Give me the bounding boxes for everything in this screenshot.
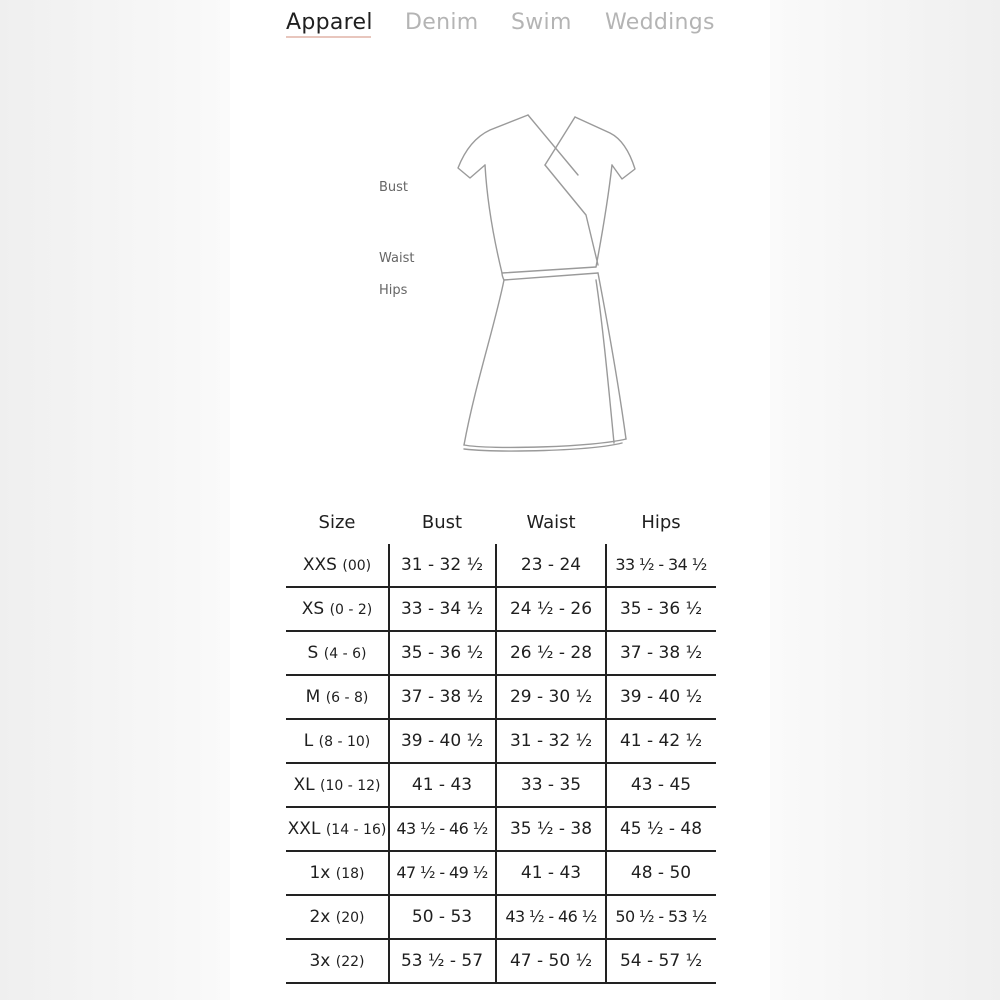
header-bust: Bust [421,512,463,533]
waist-cell: 31 - 32 ½ [509,731,593,751]
bust-cell: 53 ½ - 57 [400,951,484,971]
waist-cell: 26 ½ - 28 [509,643,593,663]
table-header [286,500,716,544]
size-numeric: (10 - 12) [320,778,381,794]
size-numeric: (4 - 6) [323,646,367,662]
size-numeric: (22) [335,954,365,970]
hips-label: Hips [379,283,408,298]
tab-apparel[interactable]: Apparel [286,10,373,35]
waist-cell: 41 - 43 [520,863,582,883]
bust-cell: 47 ½ - 49 ½ [396,863,488,882]
bust-cell: 50 - 53 [411,907,473,927]
waist-cell: 47 - 50 ½ [509,951,593,971]
size-label: 3x [309,951,331,971]
size-numeric: (00) [342,558,372,574]
table-row [286,940,716,984]
size-label: L [303,731,314,751]
size-cell [286,852,388,894]
waist-label: Waist [379,251,415,266]
hips-cell: 39 - 40 ½ [619,687,703,707]
size-cell [286,940,388,982]
bust-cell: 43 ½ - 46 ½ [396,819,488,838]
hips-cell: 54 - 57 ½ [619,951,703,971]
table-row [286,764,716,808]
column-divider [495,544,497,984]
table-row [286,676,716,720]
waist-cell: 35 ½ - 38 [509,819,593,839]
table-row [286,896,716,940]
tab-denim[interactable]: Denim [405,10,479,35]
table-body [286,544,716,984]
table-row [286,808,716,852]
waist-cell: 43 ½ - 46 ½ [505,907,597,926]
size-label: 2x [309,907,331,927]
table-row [286,852,716,896]
column-divider [388,544,390,984]
size-numeric: (18) [335,866,365,882]
hips-cell: 45 ½ - 48 [619,819,703,839]
table-row [286,544,716,588]
hips-cell: 35 - 36 ½ [619,599,703,619]
size-cell [286,676,388,718]
size-label: 1x [309,863,331,883]
table-row [286,588,716,632]
header-waist: Waist [526,512,576,533]
table-row [286,632,716,676]
size-numeric: (14 - 16) [325,822,387,838]
size-cell [286,544,388,586]
hips-cell: 41 - 42 ½ [619,731,703,751]
hips-cell: 48 - 50 [630,863,692,883]
size-cell [286,764,388,806]
header-hips: Hips [641,512,681,533]
size-numeric: (20) [335,910,365,926]
size-cell [286,896,388,938]
bust-cell: 33 - 34 ½ [400,599,484,619]
tab-weddings[interactable]: Weddings [605,10,715,35]
bust-cell: 31 - 32 ½ [400,555,484,575]
size-label: XXS [302,555,337,575]
size-cell [286,588,388,630]
size-label: XS [301,599,325,619]
bust-cell: 35 - 36 ½ [400,643,484,663]
size-numeric: (0 - 2) [329,602,373,618]
size-cell [286,808,388,850]
column-divider [605,544,607,984]
bust-label: Bust [379,180,409,195]
bust-cell: 37 - 38 ½ [400,687,484,707]
size-label: XXL [287,819,321,839]
header-size: Size [318,512,356,533]
size-numeric: (6 - 8) [325,690,369,706]
hips-cell: 50 ½ - 53 ½ [615,907,707,926]
size-cell [286,632,388,674]
hips-cell: 43 - 45 [630,775,692,795]
size-label: S [307,643,319,663]
bust-cell: 41 - 43 [411,775,473,795]
size-label: M [305,687,321,707]
table-row [286,720,716,764]
hips-cell: 33 ½ - 34 ½ [615,555,707,574]
size-label: XL [293,775,315,795]
size-numeric: (8 - 10) [318,734,371,750]
size-cell [286,720,388,762]
waist-cell: 33 - 35 [520,775,582,795]
waist-cell: 23 - 24 [520,555,582,575]
waist-cell: 24 ½ - 26 [509,599,593,619]
hips-cell: 37 - 38 ½ [619,643,703,663]
bust-cell: 39 - 40 ½ [400,731,484,751]
waist-cell: 29 - 30 ½ [509,687,593,707]
tab-swim[interactable]: Swim [511,10,572,35]
